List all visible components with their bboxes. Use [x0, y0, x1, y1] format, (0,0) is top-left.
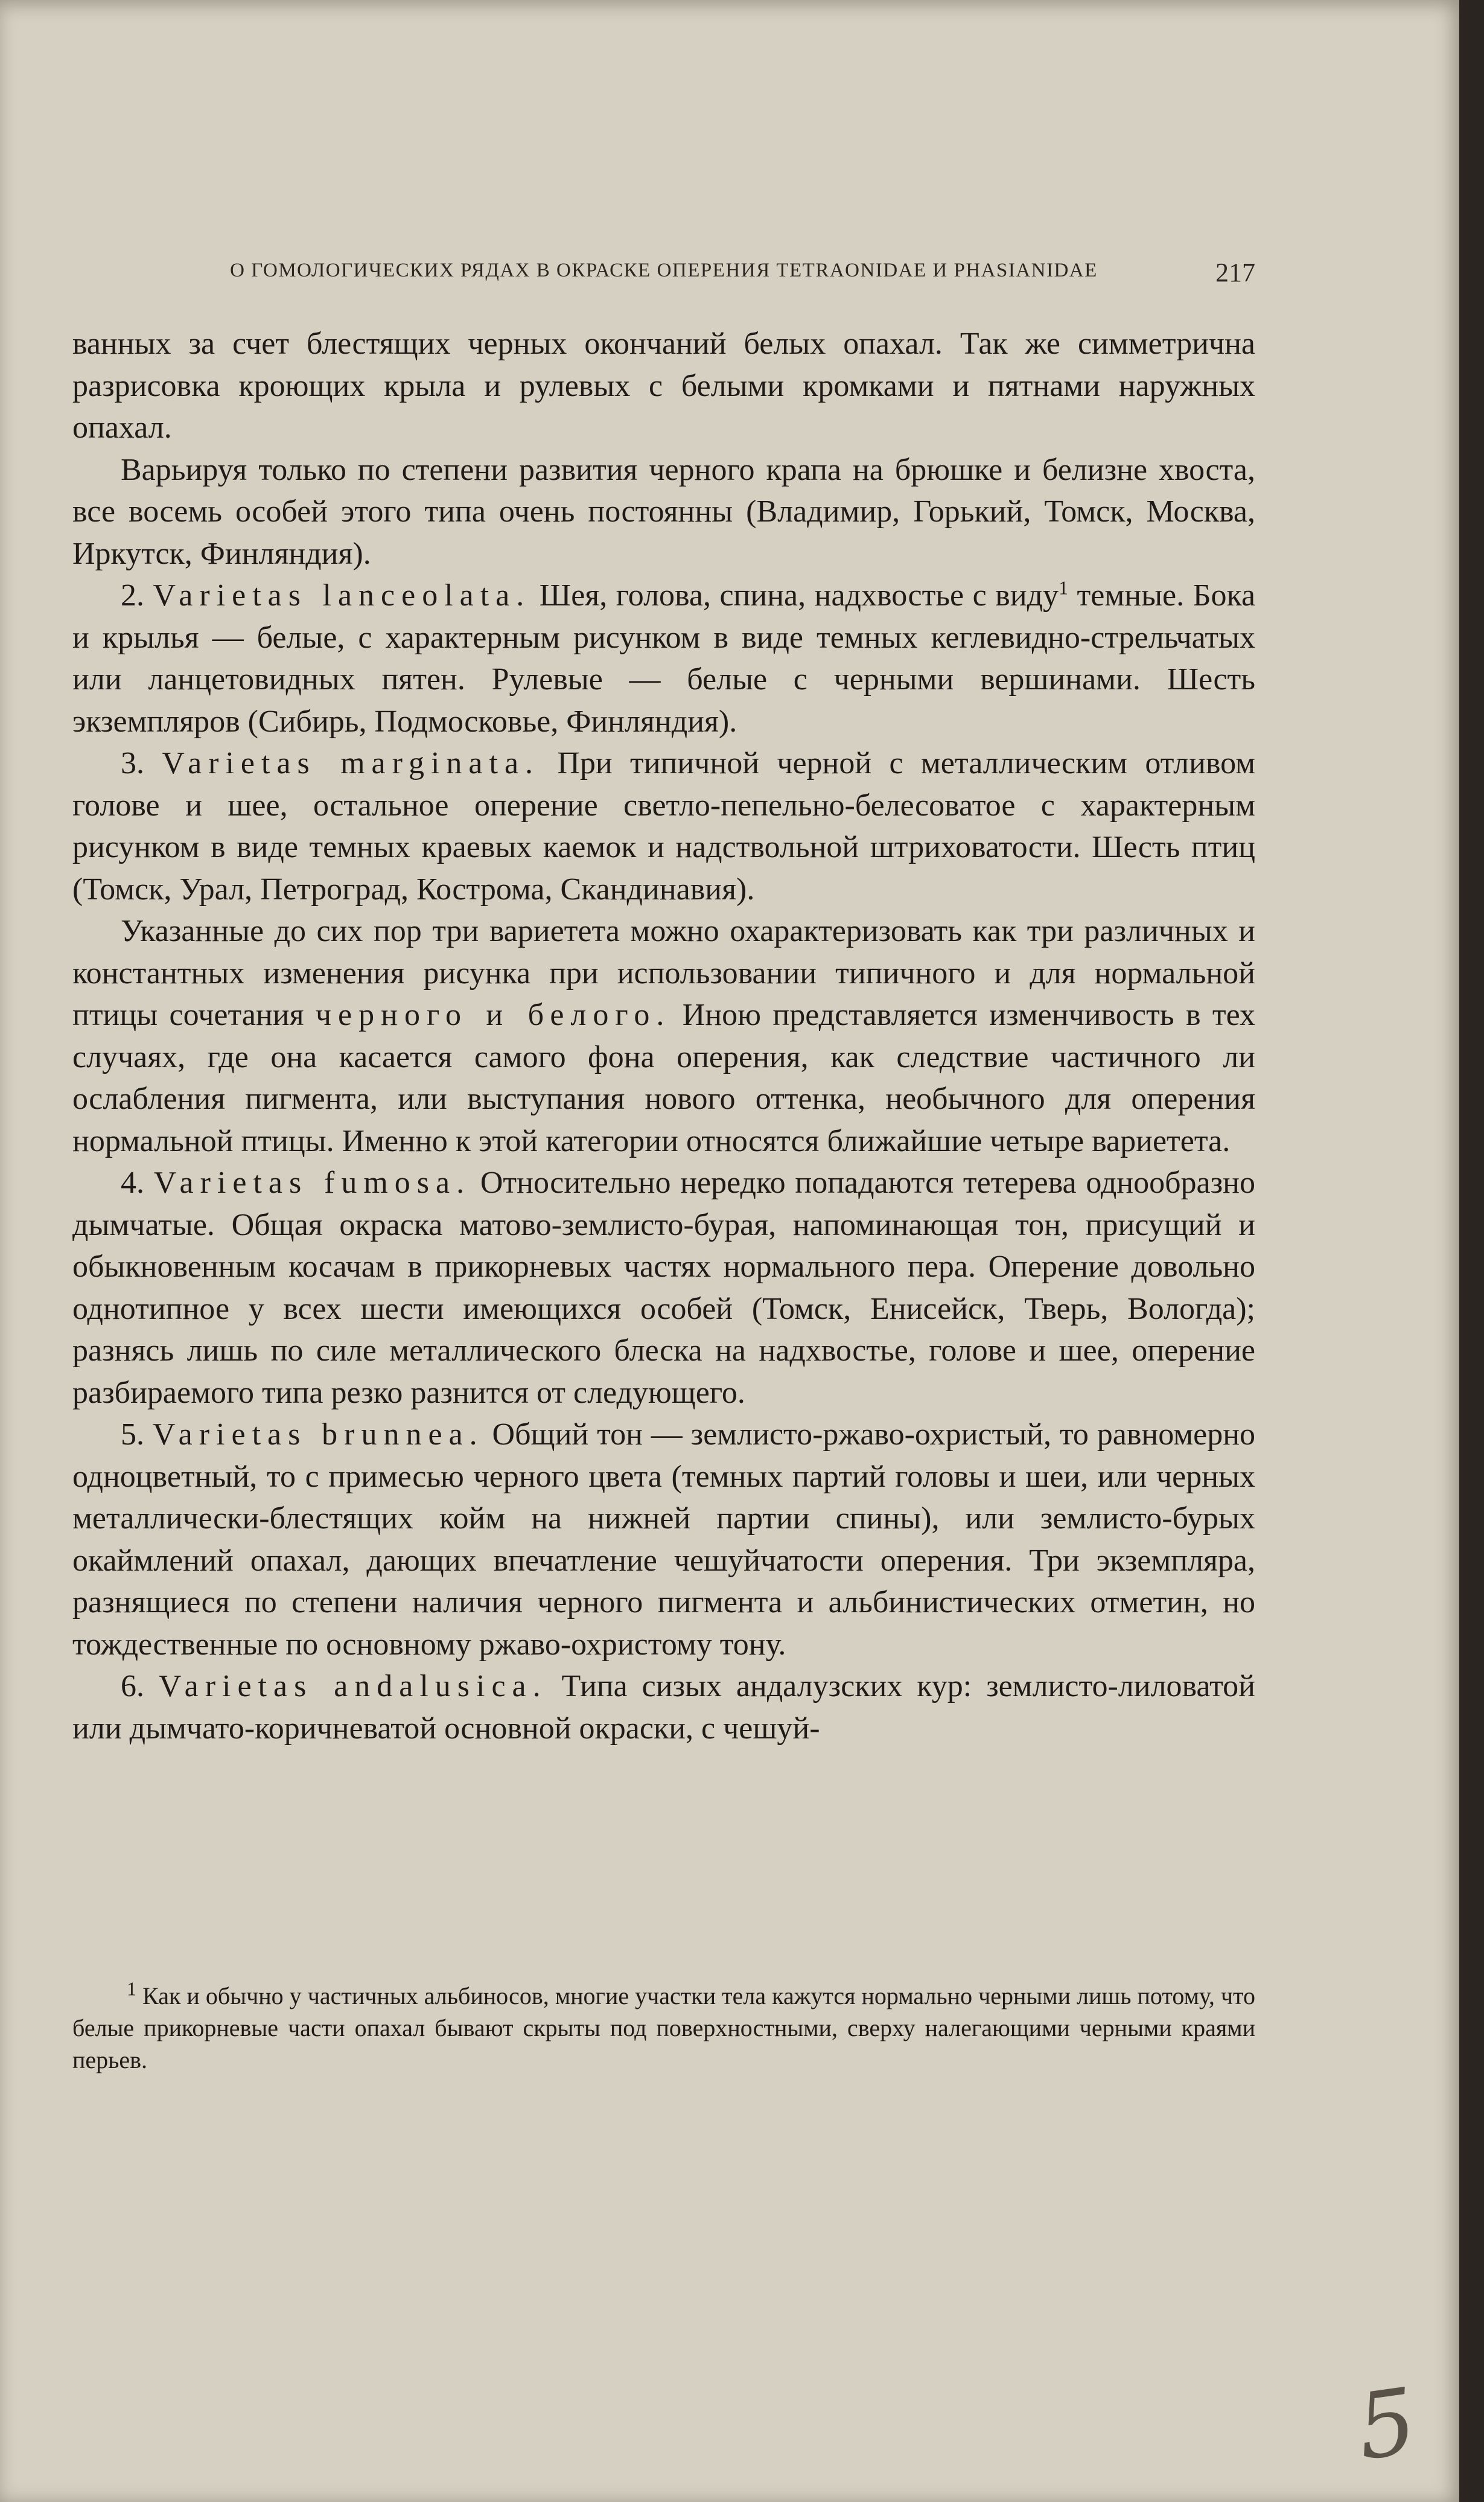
- running-title: О ГОМОЛОГИЧЕСКИХ РЯДАХ В ОКРАСКЕ ОПЕРЕНИЯ TETRAONIDAE И PHASIANIDAE: [230, 260, 1098, 281]
- footnote-marker: 1: [1059, 576, 1069, 599]
- paragraph-variety-fumosa: [72, 1162, 1255, 1414]
- variety-description: При типичной черной с металлическим отливом голове и шее, остальное оперение светло-пепельно-белесоватое с характерным рисунком в виде темных краевых каемок и надствольной штриховатости. Шесть птиц (Томск, Урал, Петроград, Кострома, Скандинавия).: [72, 746, 1256, 907]
- footnote: [72, 1977, 1255, 2076]
- variety-name: Varietas andalusica.: [158, 1669, 547, 1703]
- variety-description: Типа сизых андалузских кур: землисто-лиловатой или дымчато-коричневатой основной окраски, с чешуй-: [72, 1669, 1256, 1746]
- variety-description: Общий тон — землисто-ржаво-охристый, то равномерно одноцветный, то с примесью черного цвета (темных партий головы и шеи, или черных металлически-блестящих койм на нижней партии спины), или землисто-бурых окаймлений опахал, дающих впечатление чешуйчатости оперения. Три экземпляра, разнящиеся по степени наличия черного пигмента и альбинистических отметин, но тождественные по основному ржаво-охристому тону.: [72, 1417, 1256, 1662]
- paragraph-variety-marginata: [72, 742, 1255, 910]
- variety-description: Относительно нередко попадаются тетерева однообразно дымчатые. Общая окраска матово-землисто-бурая, напоминающая тон, присущий и обыкновенным косачам в прикорневых частях нормального пера. Оперение довольно однотипное у всех шести имеющихся особей (Томск, Енисейск, Тверь, Вологда); разнясь лишь по силе металлического блеска на надхвостье, голове и шее, оперение разбираемого типа резко разнится от следующего.: [72, 1166, 1256, 1410]
- handwritten-page-mark: 5: [1351, 2369, 1423, 2481]
- paragraph-text-cont: Иною представляется изменчивость в тех случаях, где она касается самого фона оперения, как следствие частичного ли ослабления пигмента, или выступания нового оттенка, необычного для оперения нормальной птицы. Именно к этой категории относятся ближайшие четыре вариетета.: [72, 998, 1255, 1158]
- variety-name: Varietas fumosa.: [153, 1166, 471, 1200]
- footnote-number: 1: [127, 1977, 136, 2000]
- paragraph: [72, 910, 1255, 1162]
- variety-name: Varietas brunnea.: [152, 1417, 484, 1452]
- variety-name: Varietas marginata.: [162, 746, 540, 780]
- variety-number: 5.: [121, 1417, 144, 1452]
- footnote-text: Как и обычно у частичных альбиносов, многие участки тела кажутся нормально черными лишь потому, что белые прикорневые части опахал бывают скрыты под поверхностными, сверху налегающими черными краями перьев.: [72, 1982, 1255, 2073]
- paragraph: ванных за счет блестящих черных окончаний белых опахал. Так же симметрична разрисовка кроющих крыла и рулевых с белыми кромками и пятнами наружных опахал.: [72, 327, 1255, 445]
- variety-number: 6.: [121, 1669, 144, 1703]
- paragraph: Варьируя только по степени развития черного крапа на брюшке и белизне хвоста, все восемь особей этого типа очень постоянны (Владимир, Горький, Томск, Москва, Иркутск, Финляндия).: [72, 452, 1255, 571]
- variety-name: Varietas lanceolata.: [153, 578, 531, 613]
- variety-number: 3.: [121, 746, 144, 780]
- page-number: 217: [1215, 258, 1255, 287]
- paragraph-variety-lanceolata: [72, 575, 1255, 742]
- spaced-emphasis: черного и белого.: [315, 998, 671, 1032]
- variety-description-cont: темные. Бока и крылья — белые, с характерным рисунком в виде темных кеглевидно-стрельчатых или ланцетовидных пятен. Рулевые — белые с черными вершинами. Шесть экземпляров (Сибирь, Подмосковье, Финляндия).: [72, 578, 1256, 739]
- variety-number: 2.: [121, 578, 144, 613]
- running-header: [72, 258, 1255, 287]
- body-text: [72, 323, 1255, 1749]
- paragraph-variety-andalusica: [72, 1665, 1255, 1749]
- variety-description: Шея, голова, спина, надхвостье с виду: [539, 578, 1059, 613]
- paragraph-text: Указанные до сих пор три вариетета можно охарактеризовать как три различных и константных изменения рисунка при использовании типичного и для нормальной птицы сочетания: [72, 914, 1255, 1032]
- variety-number: 4.: [121, 1166, 144, 1200]
- paragraph-variety-brunnea: [72, 1414, 1255, 1665]
